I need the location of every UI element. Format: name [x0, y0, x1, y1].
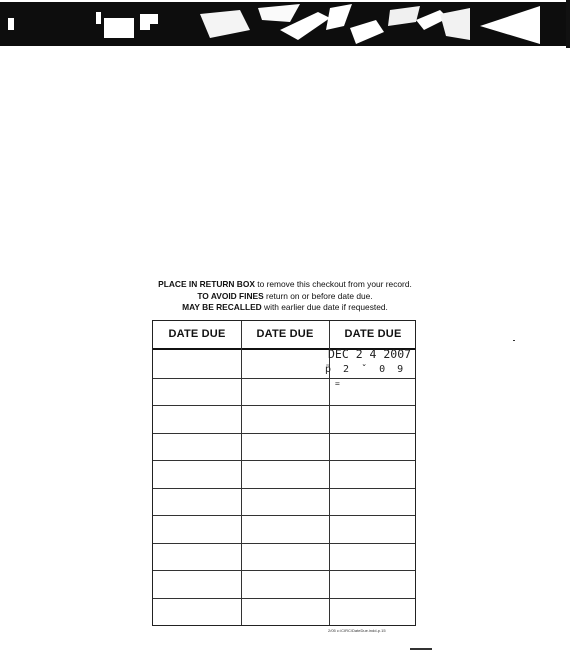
- due-date-stamp: DEC 2 4 2007: [328, 347, 412, 361]
- date-due-table: [152, 320, 416, 626]
- return-instructions: [120, 279, 450, 314]
- instruction-line-3: MAY BE RECALLED with earlier due date if requested.: [182, 302, 388, 312]
- table-row-divider: [153, 378, 415, 379]
- scan-speck: [513, 340, 515, 341]
- scan-header-strip: [0, 0, 570, 50]
- table-row-divider: [153, 570, 415, 571]
- date-due-header-1: DATE DUE: [168, 328, 226, 340]
- scan-edge-mark: [566, 0, 570, 48]
- date-due-header-3: DATE DUE: [344, 328, 402, 340]
- stamp-mark: =: [335, 379, 340, 388]
- table-row-divider: [153, 460, 415, 461]
- instruction-line-1: PLACE IN RETURN BOX to remove this checkout from your record.: [158, 279, 412, 289]
- table-row-divider: [153, 598, 415, 599]
- table-row-divider: [153, 405, 415, 406]
- column-divider: [241, 321, 242, 625]
- table-row-divider: [153, 515, 415, 516]
- table-row-divider: [153, 488, 415, 489]
- table-row-divider: [153, 433, 415, 434]
- form-code: 2/05 c:/CIRC/DateDue.indd-p.15: [328, 628, 386, 633]
- table-row-divider: [153, 543, 415, 544]
- due-date-stamp-faded: p̈ 2 ˇ 0 9: [325, 364, 407, 375]
- date-due-header-2: DATE DUE: [256, 328, 314, 340]
- instruction-line-2: TO AVOID FINES return on or before date due.: [197, 290, 373, 301]
